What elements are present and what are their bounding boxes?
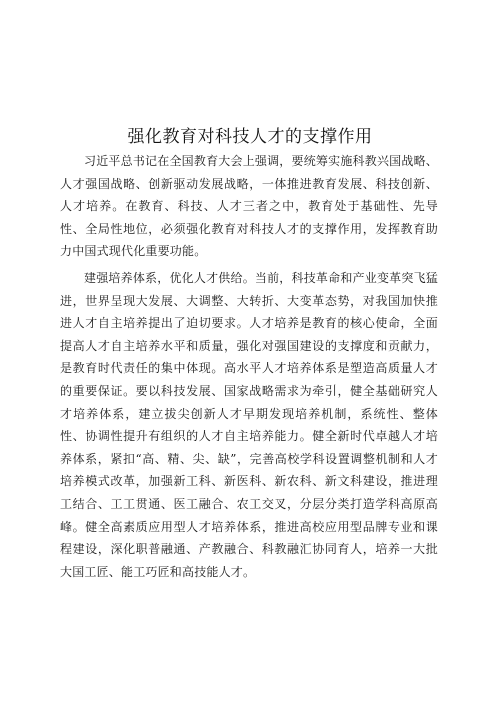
- document-title: 强化教育对科技人才的支撑作用: [127, 127, 373, 147]
- paragraph-1: 习近平总书记在全国教育大会上强调，要统筹实施科教兴国战略、人才强国战略、创新驱动发展战略，一体推进教育发展、科技创新、人才培养。在教育、科技、人才三者之中，教育处于基础性、先导性、全局性地位，必须强化教育对科技人才的支撑作用，发挥教育助力中国式现代化重要功能。: [60, 154, 438, 259]
- paragraph-2: 建强培养体系，优化人才供给。当前，科技革命和产业变革突飞猛进，世界呈现大发展、大调整、大转折、大变革态势，对我国加快推进人才自主培养提出了迫切要求。人才培养是教育的核心使命，全面提高人才自主培养水平和质量，强化对强国建设的支撑度和贡献力，是教育时代责任的集中体现。高水平人才培养体系是塑造高质量人才的重要保证。要以科技发展、国家战略需求为牵引，健全基础研究人才培养体系，建立拔尖创新人才早期发现培养机制，系统性、整体性、协调性提升有组织的人才自主培养能力。健全新时代卓越人才培养体系，紧扣“高、精、尖、缺”，完善高校学科设置调整机制和人才培养模式改革，加强新工科、新医科、新农科、新文科建设，推进理工结合、工工贯通、医工融合、农工交叉，分层分类打造学科高原高峰。健全高素质应用型人才培养体系，推进高校应用型品牌专业和课程建设，深化职普融通、产教融合、科教融汇协同育人，培养一大批大国工匠、能工巧匠和高技能人才。: [60, 270, 438, 579]
- document-body: [60, 150, 438, 583]
